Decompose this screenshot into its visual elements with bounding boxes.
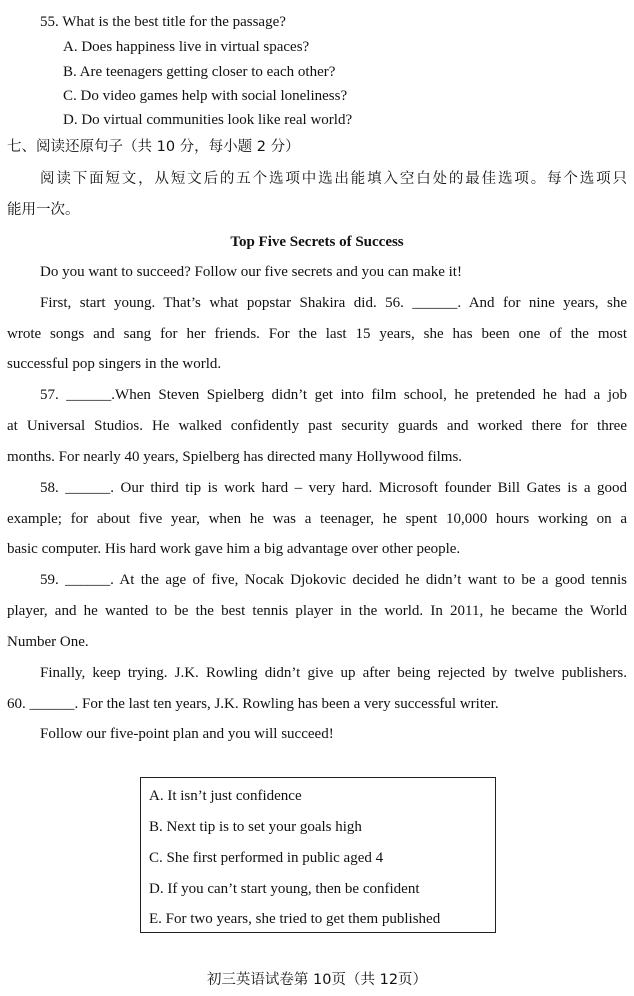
passage-paragraph-5-line-2: player, and he wanted to be the best tennis player in the world. In 2011, he became the World (7, 603, 627, 619)
choice-e: E. For two years, she tried to get them published (149, 911, 441, 927)
passage-paragraph-2-line-1: First, start young. That’s what popstar Shakira did. 56. ______. And for nine years, she (40, 295, 627, 311)
section-7-header: 七、阅读还原句子（共 10 分，每小题 2 分） (7, 139, 300, 155)
question-55-stem: 55. What is the best title for the passage? (40, 14, 286, 30)
passage-paragraph-6-line-2: 60. ______. For the last ten years, J.K. Rowling has been a very successful writer. (7, 696, 499, 712)
passage-paragraph-3-line-3: months. For nearly 40 years, Spielberg has directed many Hollywood films. (7, 449, 463, 465)
passage-paragraph-4-line-3: basic computer. His hard work gave him a big advantage over other people. (7, 541, 461, 557)
choice-b: B. Next tip is to set your goals high (149, 819, 362, 835)
choice-a: A. It isn’t just confidence (149, 788, 302, 804)
passage-paragraph-2-line-2: wrote songs and sang for her friends. For the last 15 years, she has been one of the most (7, 326, 627, 342)
question-55-option-a: A. Does happiness live in virtual spaces? (63, 39, 310, 55)
question-55-option-c: C. Do video games help with social loneliness? (63, 88, 348, 104)
passage-paragraph-6-line-1: Finally, keep trying. J.K. Rowling didn’t give up after being rejected by twelve publishers. (40, 665, 627, 681)
passage-paragraph-5-line-1: 59. ______. At the age of five, Nocak Djokovic decided he didn’t want to be a good tennis (40, 572, 627, 588)
passage-paragraph-3-line-2: at Universal Studios. He walked confidently past security guards and worked there for three (7, 418, 627, 434)
question-55-option-b: B. Are teenagers getting closer to each other? (63, 64, 336, 80)
passage-paragraph-1: Do you want to succeed? Follow our five secrets and you can make it! (40, 264, 462, 280)
passage-paragraph-7: Follow our five-point plan and you will succeed! (40, 726, 334, 742)
passage-title: Top Five Secrets of Success (230, 234, 404, 250)
question-55-option-d: D. Do virtual communities look like real world? (63, 112, 353, 128)
choice-d: D. If you can’t start young, then be confident (149, 881, 420, 897)
passage-paragraph-4-line-1: 58. ______. Our third tip is work hard – very hard. Microsoft founder Bill Gates is a good (40, 480, 627, 496)
section-7-instruction-line-1: 阅读下面短文，从短文后的五个选项中选出能填入空白处的最佳选项。每个选项只 (40, 171, 627, 187)
choice-c: C. She first performed in public aged 4 (149, 850, 384, 866)
passage-paragraph-2-line-3: successful pop singers in the world. (7, 356, 222, 372)
choices-box (140, 777, 496, 933)
passage-paragraph-5-line-3: Number One. (7, 634, 89, 650)
section-7-instruction-line-2: 能用一次。 (7, 202, 80, 218)
passage-paragraph-3-line-1: 57. ______.When Steven Spielberg didn’t get into film school, he pretended he had a job (40, 387, 627, 403)
page-footer: 初三英语试卷第 10页（共 12页） (206, 972, 428, 988)
passage-paragraph-4-line-2: example; for about five year, when he was a teenager, he spent 10,000 hours working on a (7, 511, 627, 527)
